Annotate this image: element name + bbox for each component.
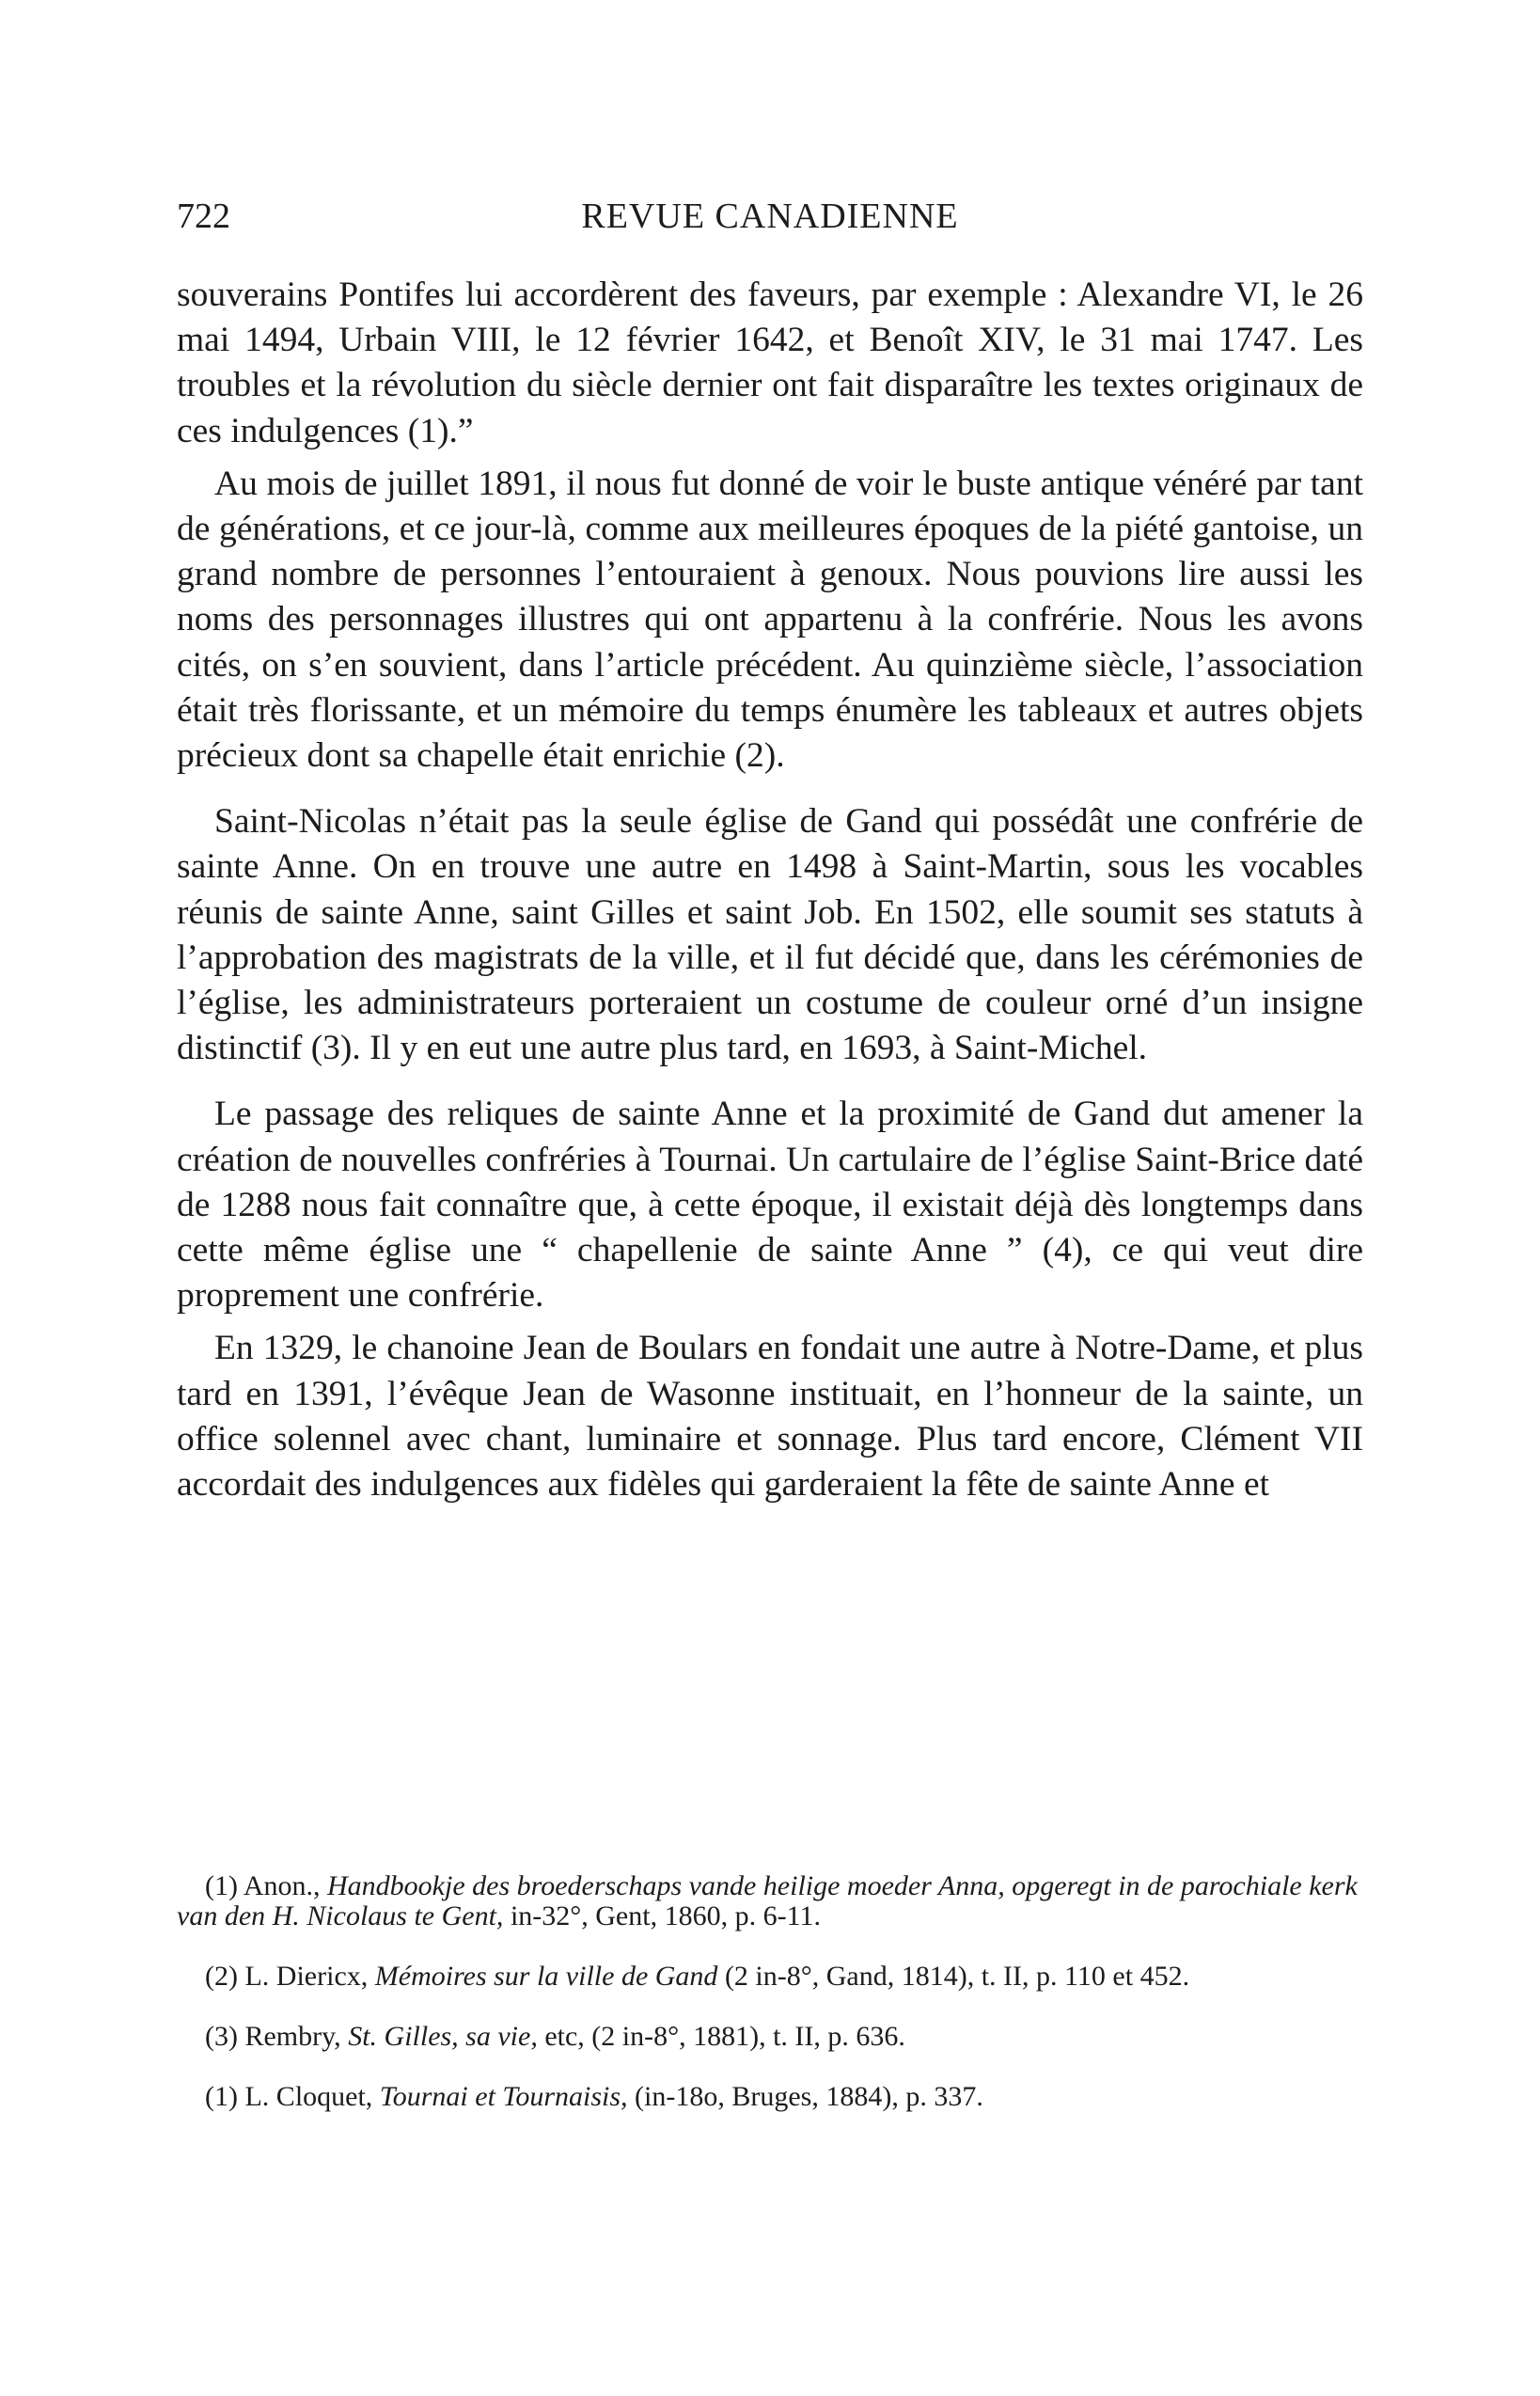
footnote-number: (3) (205, 2021, 238, 2052)
footnote-1 (177, 1871, 1363, 1931)
page-header (177, 196, 1363, 243)
page-number: 722 (177, 197, 230, 236)
footnote-author: L. Diericx, (244, 1961, 369, 1992)
paragraph: Saint-Nicolas n’était pas la seule église de Gand qui possédât une confrérie de sainte Anne. On en trouve une autre en 1498 à Saint-Martin, sous les vocables réunis de sainte Anne, saint Gilles et saint Job. En 1502, elle soumit ses statuts à l’approbation des magistrats de la ville, et il fut décidé que, dans les cérémonies de l’église, les administrateurs porteraient un costume de couleur orné d’un insigne distinctif (3). Il y en eut une autre plus tard, en 1693, à Saint-Michel. (177, 802, 1363, 1068)
body-text (177, 273, 1363, 1528)
footnotes (177, 1871, 1363, 2142)
paragraph: En 1329, le chanoine Jean de Boulars en fondait une autre à Notre-Dame, et plus tard en 1391, l’évêque Jean de Wasonne instituait, en l’honneur de la sainte, un office solennel avec chant, luminaire et sonnage. Plus tard encore, Clément VII accordait des indulgences aux fidèles qui garderaient la fête de sainte Anne et (177, 1329, 1363, 1505)
footnote-title: St. Gilles, sa vie, (348, 2021, 538, 2052)
footnote-details: etc, (2 in-8°, 1881), t. II, p. 636. (544, 2021, 905, 2052)
footnote-3 (177, 2022, 1363, 2052)
footnote-title: Tournai et Tournaisis, (379, 2081, 628, 2112)
paragraph: Le passage des reliques de sainte Anne et la proximité de Gand dut amener la création de nouvelles confréries à Tournai. Un cartulaire de l’église Saint-Brice daté de 1288 nous fait connaître que, à cette époque, il existait déjà dès longtemps dans cette même église une “ chapellenie de sainte Anne ” (4), ce qui veut dire proprement une confrérie. (177, 1095, 1363, 1316)
footnote-4 (177, 2082, 1363, 2112)
footnote-author: L. Cloquet, (244, 2081, 373, 2112)
footnote-title: Mémoires sur la ville de Gand (374, 1961, 718, 1992)
footnote-number: (2) (205, 1961, 238, 1992)
footnote-author: Rembry, (244, 2021, 341, 2052)
footnote-author: Anon., (243, 1870, 321, 1901)
footnote-number: (1) (205, 2081, 238, 2112)
paragraph: souverains Pontifes lui accordèrent des faveurs, par exemple : Alexandre VI, le 26 mai 1494, Urbain VIII, le 12 février 1642, et Benoît XIV, le 31 mai 1747. Les troubles et la révolution du siècle dernier ont fait disparaître les textes originaux de ces indulgences (1).” (177, 276, 1363, 450)
footnote-2 (177, 1962, 1363, 1992)
running-title: REVUE CANADIENNE (581, 197, 959, 236)
footnote-title: Handbookje des broederschaps vande heilige moeder Anna, opgeregt in de parochiale kerk van den H. Nicolaus te Gent, (177, 1870, 1358, 1931)
footnote-details: in-32°, Gent, 1860, p. 6-11. (510, 1900, 821, 1931)
footnote-number: (1) (205, 1870, 238, 1901)
paragraph: Au mois de juillet 1891, il nous fut donné de voir le buste antique vénéré par tant de générations, et ce jour-là, comme aux meilleures époques de la piété gantoise, un grand nombre de personnes l’entouraient à genoux. Nous pouvions lire aussi les noms des personnages illustres qui ont appartenu à la confrérie. Nous les avons cités, on s’en souvient, dans l’article précédent. Au quinzième siècle, l’association était très florissante, et un mémoire du temps énumère les tableaux et autres objets précieux dont sa chapelle était enrichie (2). (177, 464, 1363, 776)
footnote-details: (2 in-8°, Gand, 1814), t. II, p. 110 et 452. (724, 1961, 1190, 1992)
footnote-details: (in-18o, Bruges, 1884), p. 337. (635, 2081, 983, 2112)
